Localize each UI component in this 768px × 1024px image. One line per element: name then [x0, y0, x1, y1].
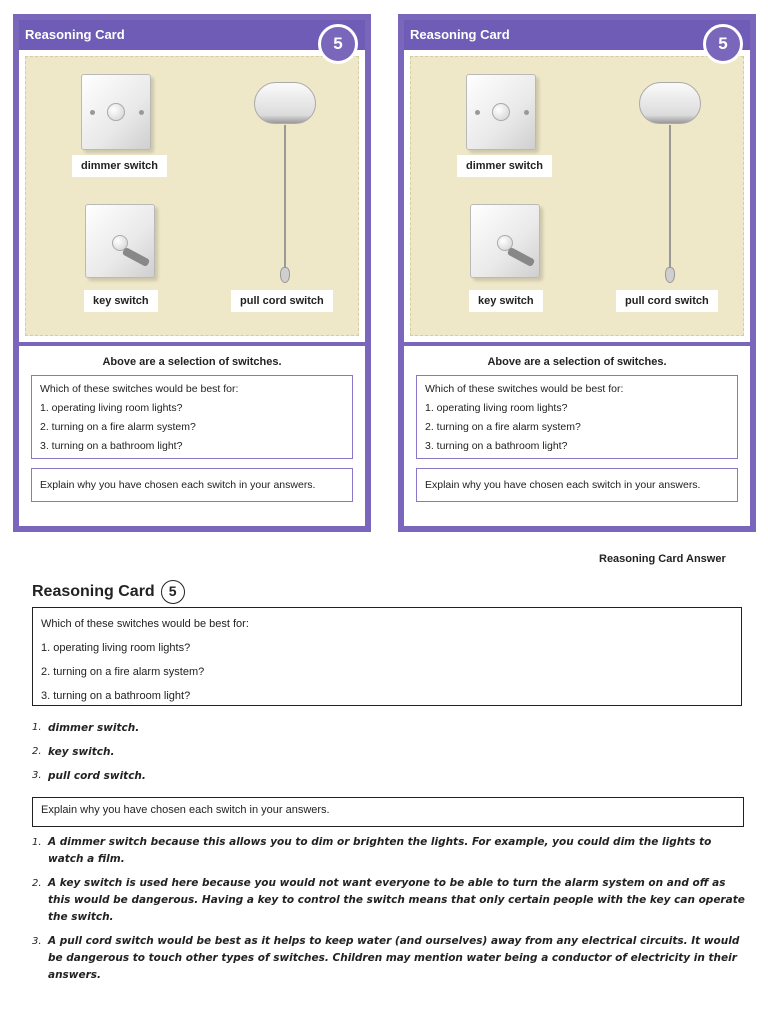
key-switch-icon [85, 204, 155, 278]
explanation-item: 2. A key switch is used here because you would not want everyone to be able to turn the alarm system on and off as this would be dangerous. Having a key to control the switch means that only certain people with the key can operate the switch. [32, 877, 745, 923]
card-intro-text: Above are a selection of switches. [102, 356, 282, 368]
label-pull-cord-switch: pull cord switch [231, 290, 333, 312]
label-pull-cord-switch: pull cord switch [616, 290, 718, 312]
explain-box: Explain why you have chosen each switch in your answers. [416, 468, 738, 502]
card-header [19, 20, 365, 50]
card-header [404, 20, 750, 50]
question-item: 2. turning on a fire alarm system? [425, 421, 581, 433]
answer-explain-box: Explain why you have chosen each switch in your answers. [32, 797, 744, 827]
question-box [31, 375, 353, 459]
answer-list [32, 716, 146, 788]
question-intro: Which of these switches would be best for: [425, 383, 624, 395]
card-intro-text: Above are a selection of switches. [487, 356, 667, 368]
question-intro: Which of these switches would be best for: [40, 383, 239, 395]
answer-question-box [32, 607, 742, 706]
card-question-area [404, 346, 750, 526]
question-item: 3. turning on a bathroom light? [425, 440, 568, 452]
answer-question-item: 2. turning on a fire alarm system? [41, 666, 205, 678]
label-dimmer-switch: dimmer switch [72, 155, 167, 177]
explanation-item: 1. A dimmer switch because this allows you to dim or brighten the lights. For example, you could dim the lights to watch a film. [32, 836, 712, 865]
key-switch-icon [470, 204, 540, 278]
card-title: Reasoning Card [25, 27, 125, 42]
card-question-area [19, 346, 365, 526]
answer-item: 1. dimmer switch. [32, 722, 140, 734]
explanation-list [32, 834, 746, 984]
question-item: 1. operating living room lights? [40, 402, 183, 414]
answer-card-title [32, 580, 185, 604]
label-key-switch: key switch [469, 290, 543, 312]
answer-title-text: Reasoning Card [32, 583, 155, 600]
answer-heading: Reasoning Card Answer [599, 553, 726, 565]
pull-cord-switch-icon [254, 82, 316, 124]
switches-illustration [19, 50, 365, 342]
question-item: 1. operating living room lights? [425, 402, 568, 414]
answer-question-item: 3. turning on a bathroom light? [41, 690, 191, 702]
explanation-item: 3. A pull cord switch would be best as it helps to keep water (and ourselves) away from any electrical circuits. It would be dangerous to touch other types of switches. Children may mention water being a conductor of electricity in their answers. [32, 935, 740, 981]
pull-cord-switch-icon [639, 82, 701, 124]
reasoning-card-left [13, 14, 371, 532]
label-dimmer-switch: dimmer switch [457, 155, 552, 177]
answer-item: 3. pull cord switch. [32, 770, 146, 782]
dimmer-switch-icon [81, 74, 151, 150]
switches-illustration [404, 50, 750, 342]
answer-question-intro: Which of these switches would be best for: [41, 618, 249, 630]
card-number-badge: 5 [318, 24, 358, 64]
reasoning-card-right [398, 14, 756, 532]
card-number-badge: 5 [703, 24, 743, 64]
dimmer-switch-icon [466, 74, 536, 150]
explain-box: Explain why you have chosen each switch in your answers. [31, 468, 353, 502]
question-item: 2. turning on a fire alarm system? [40, 421, 196, 433]
answer-question-item: 1. operating living room lights? [41, 642, 191, 654]
question-item: 3. turning on a bathroom light? [40, 440, 183, 452]
question-box [416, 375, 738, 459]
answer-item: 2. key switch. [32, 746, 115, 758]
answer-number-badge: 5 [161, 580, 185, 604]
card-title: Reasoning Card [410, 27, 510, 42]
label-key-switch: key switch [84, 290, 158, 312]
